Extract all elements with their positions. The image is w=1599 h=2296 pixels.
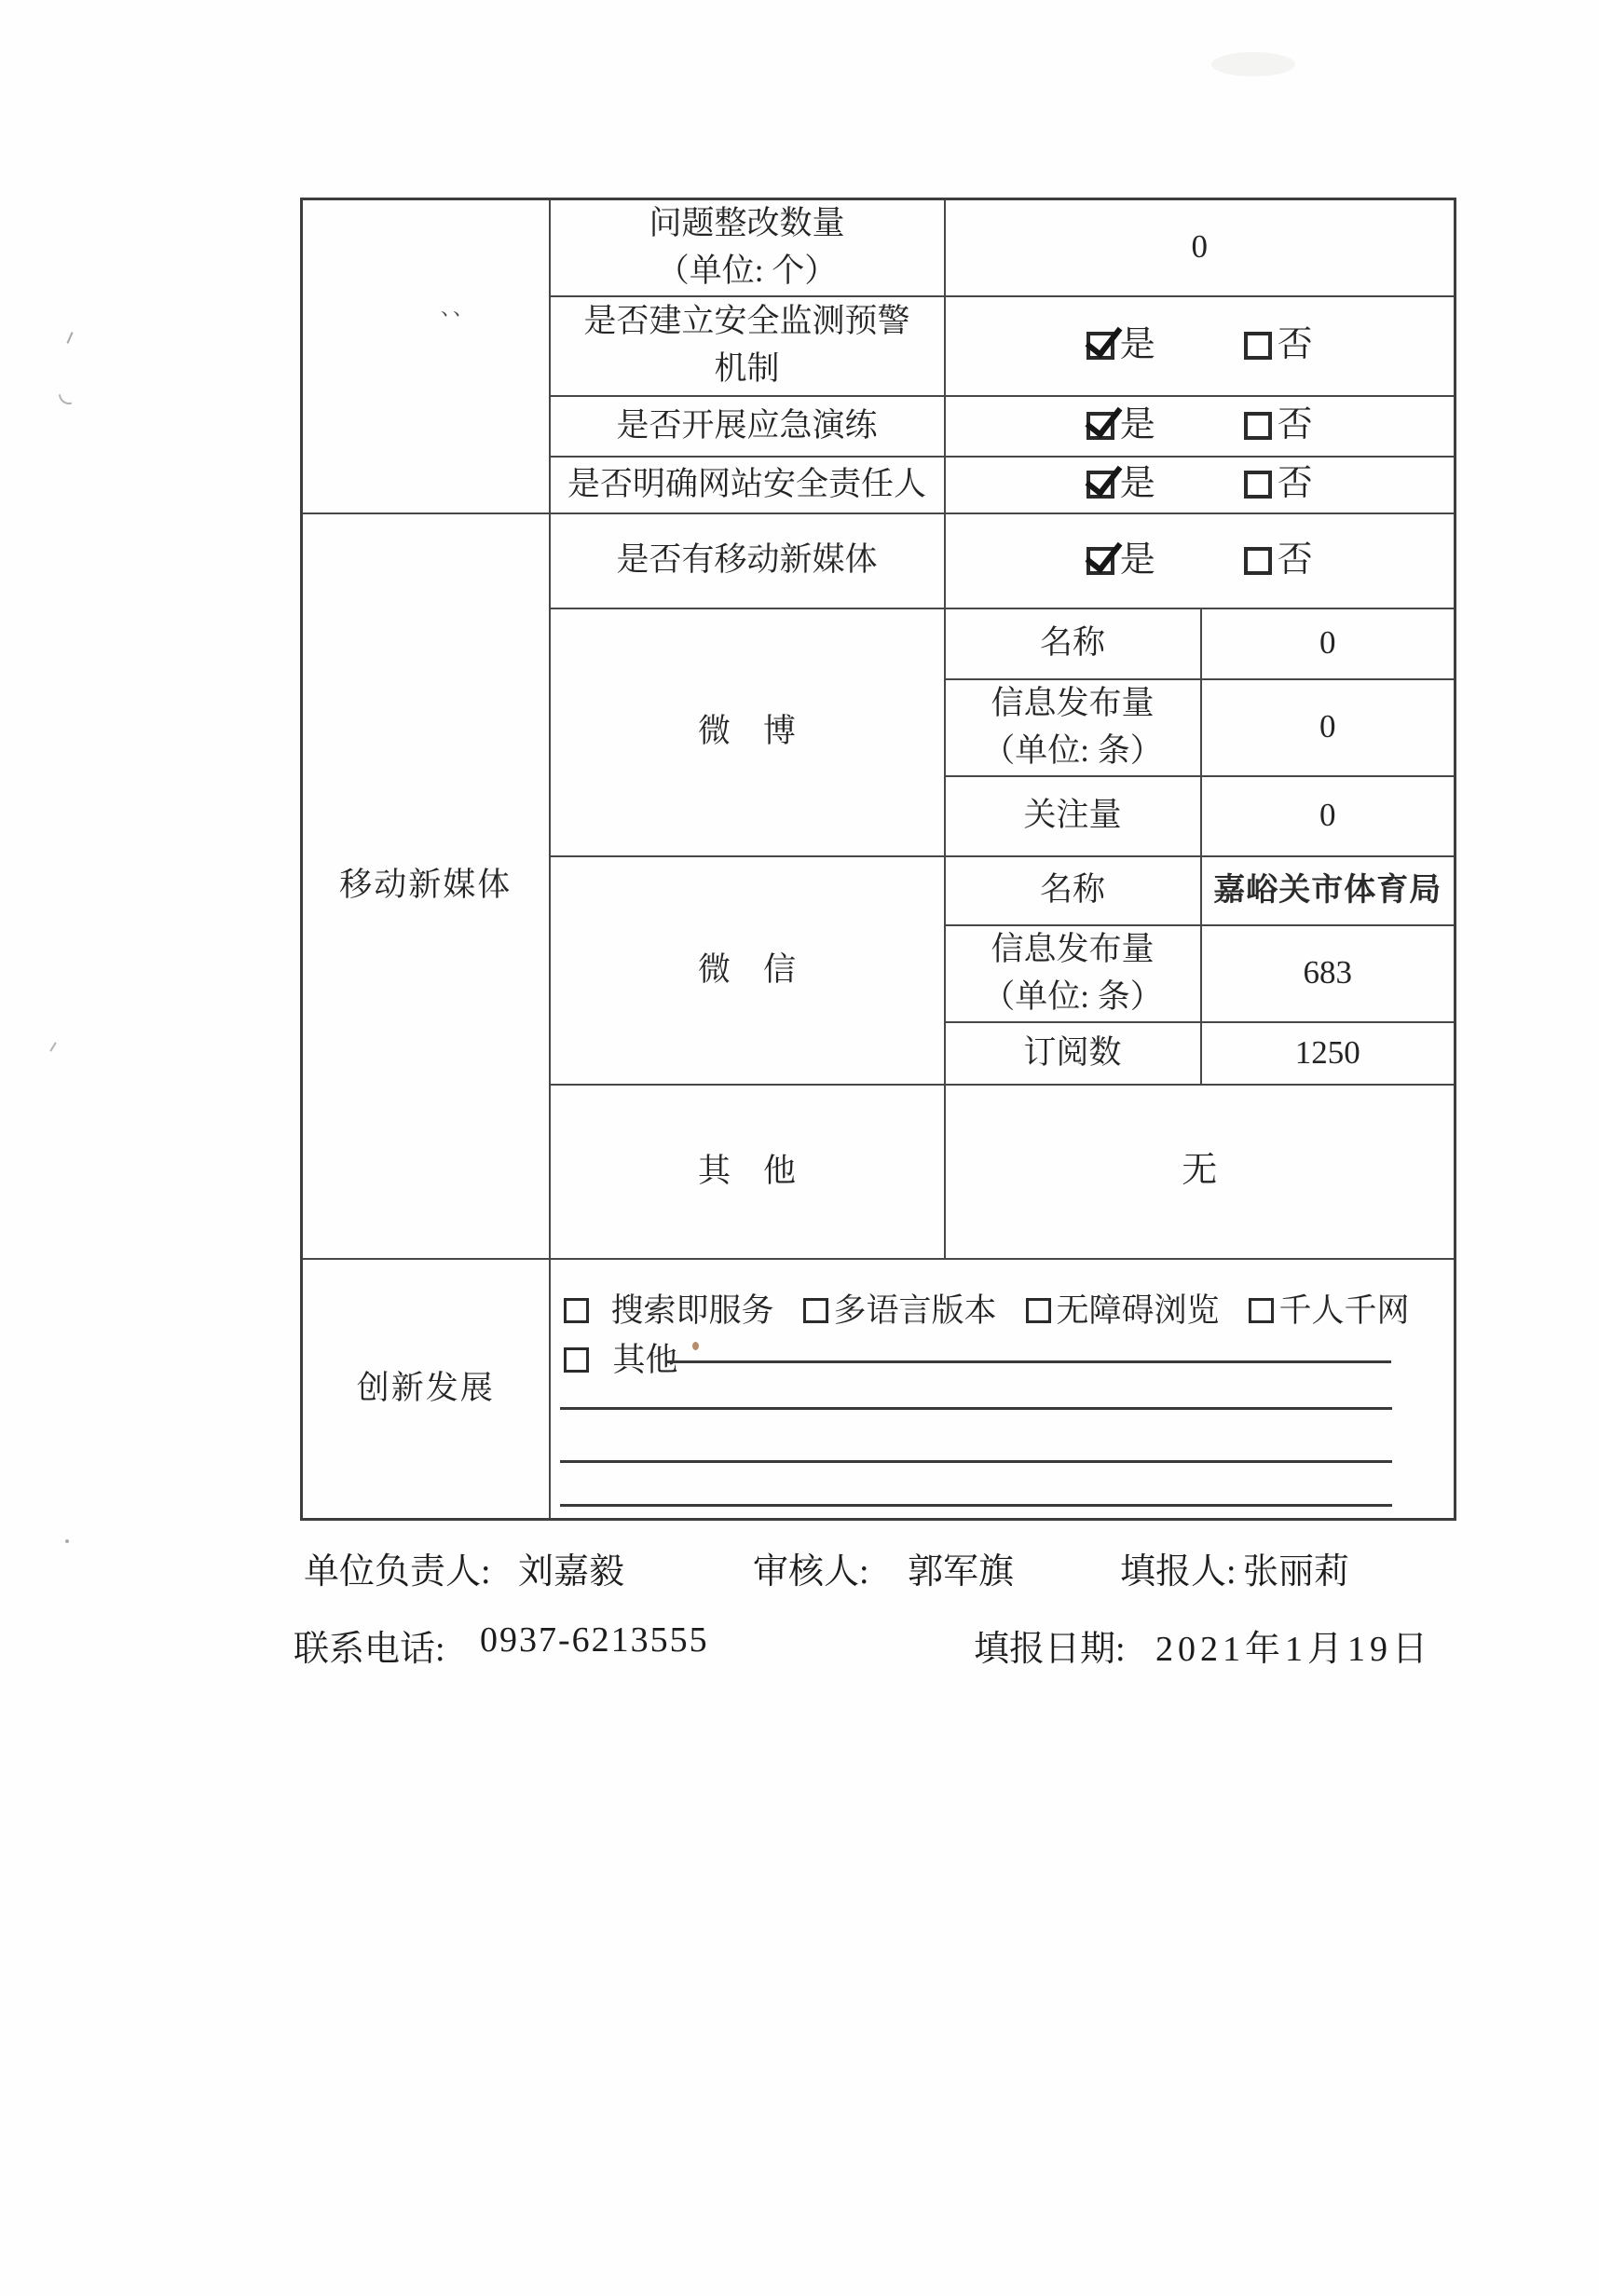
option-multilingual: 多语言版本 — [803, 1288, 997, 1335]
checkbox-empty-icon — [1026, 1298, 1051, 1323]
weibo-name-label: 名称 — [945, 608, 1201, 679]
checkbox-checked-icon — [1086, 547, 1114, 575]
weibo-publish-value: 0 — [1201, 679, 1456, 776]
contact-date-line — [294, 1620, 1505, 1669]
wechat-subscribers-value: 1250 — [1201, 1022, 1456, 1085]
wechat-publish-value: 683 — [1201, 925, 1456, 1022]
weibo-followers-label: 关注量 — [945, 776, 1201, 856]
checkbox-empty-icon — [1244, 412, 1272, 440]
blank-underline — [560, 1407, 1392, 1410]
no-option: 否 — [1244, 458, 1313, 510]
phone-label: 联系电话: — [294, 1630, 445, 1669]
security-officer-label: 是否明确网站安全责任人 — [550, 457, 945, 513]
security-officer-answer — [945, 457, 1456, 513]
wechat-publish-label: 信息发布量 （单位: 条） — [945, 925, 1201, 1022]
reviewer-value: 郭军旗 — [908, 1552, 1015, 1592]
wechat-name-label: 名称 — [945, 856, 1201, 925]
checkbox-empty-icon — [564, 1298, 589, 1323]
blank-underline — [560, 1504, 1392, 1507]
emergency-drill-label: 是否开展应急演练 — [550, 396, 945, 457]
preparer-value: 张丽莉 — [1243, 1552, 1350, 1592]
date-label: 填报日期: — [974, 1630, 1126, 1669]
no-option: 否 — [1244, 400, 1313, 451]
checkbox-empty-icon — [1249, 1298, 1274, 1323]
option-accessibility: 无障碍浏览 — [1026, 1288, 1220, 1335]
rectify-count-label: 问题整改数量 （单位: 个） — [550, 199, 945, 296]
checkbox-checked-icon — [1086, 332, 1114, 360]
other-media-value: 无 — [945, 1085, 1456, 1259]
has-mobile-media-answer — [945, 513, 1456, 608]
date-value: 2021年1月19日 — [1155, 1630, 1433, 1669]
unit-head-label: 单位负责人: — [304, 1552, 491, 1592]
preparer-label: 填报人: — [1120, 1552, 1237, 1592]
weibo-publish-label: 信息发布量 （单位: 条） — [945, 679, 1201, 776]
innovation-options-row — [564, 1288, 1410, 1335]
report-table — [300, 198, 1456, 1521]
weibo-followers-value: 0 — [1201, 776, 1456, 856]
has-mobile-media-label: 是否有移动新媒体 — [550, 513, 945, 608]
innovation-content-cell — [550, 1259, 1456, 1520]
checkbox-empty-icon — [564, 1347, 589, 1373]
wechat-label: 微 信 — [550, 856, 945, 1085]
weibo-name-value: 0 — [1201, 608, 1456, 679]
yes-option: 是 — [1086, 458, 1155, 510]
option-other: 其他 — [564, 1337, 678, 1385]
yes-option: 是 — [1086, 535, 1155, 586]
blank-underline — [666, 1360, 1391, 1363]
wechat-name-value: 嘉峪关市体育局 — [1201, 856, 1456, 925]
scan-artifact — [65, 1539, 69, 1543]
ink-dot-artifact — [692, 1342, 699, 1350]
checkbox-empty-icon — [1244, 547, 1272, 575]
phone-value: 0937-6213555 — [480, 1620, 709, 1660]
reviewer-label: 审核人: — [753, 1552, 869, 1592]
option-search-service: 搜索即服务 — [564, 1288, 774, 1335]
yes-option: 是 — [1086, 320, 1155, 371]
checkbox-empty-icon — [1244, 471, 1272, 499]
scan-artifact — [49, 1042, 57, 1051]
mobile-media-section-label: 移动新媒体 — [302, 513, 550, 1259]
scan-artifact — [59, 392, 72, 406]
checkbox-checked-icon — [1086, 471, 1114, 499]
blank-underline — [560, 1460, 1392, 1463]
signature-line — [304, 1542, 1469, 1592]
wechat-subscribers-label: 订阅数 — [945, 1022, 1201, 1085]
rectify-count-value: 0 — [945, 199, 1456, 296]
innovation-section-label: 创新发展 — [302, 1259, 550, 1520]
emergency-drill-answer — [945, 396, 1456, 457]
scan-artifact — [66, 332, 73, 344]
yes-option: 是 — [1086, 400, 1155, 451]
monitor-mechanism-label: 是否建立安全监测预警 机制 — [550, 296, 945, 396]
top-section-label-cell — [302, 199, 550, 513]
no-option: 否 — [1244, 320, 1313, 371]
unit-head-value: 刘嘉毅 — [518, 1552, 625, 1592]
scan-artifact — [1211, 52, 1295, 76]
stray-pen-mark: 、、 — [441, 296, 476, 320]
checkbox-checked-icon — [1086, 412, 1114, 440]
option-qianren-qianwang: 千人千网 — [1249, 1288, 1410, 1335]
checkbox-empty-icon — [803, 1298, 828, 1323]
no-option: 否 — [1244, 535, 1313, 586]
checkbox-empty-icon — [1244, 332, 1272, 360]
other-media-label: 其 他 — [550, 1085, 945, 1259]
monitor-mechanism-answer — [945, 296, 1456, 396]
weibo-label: 微 博 — [550, 608, 945, 856]
